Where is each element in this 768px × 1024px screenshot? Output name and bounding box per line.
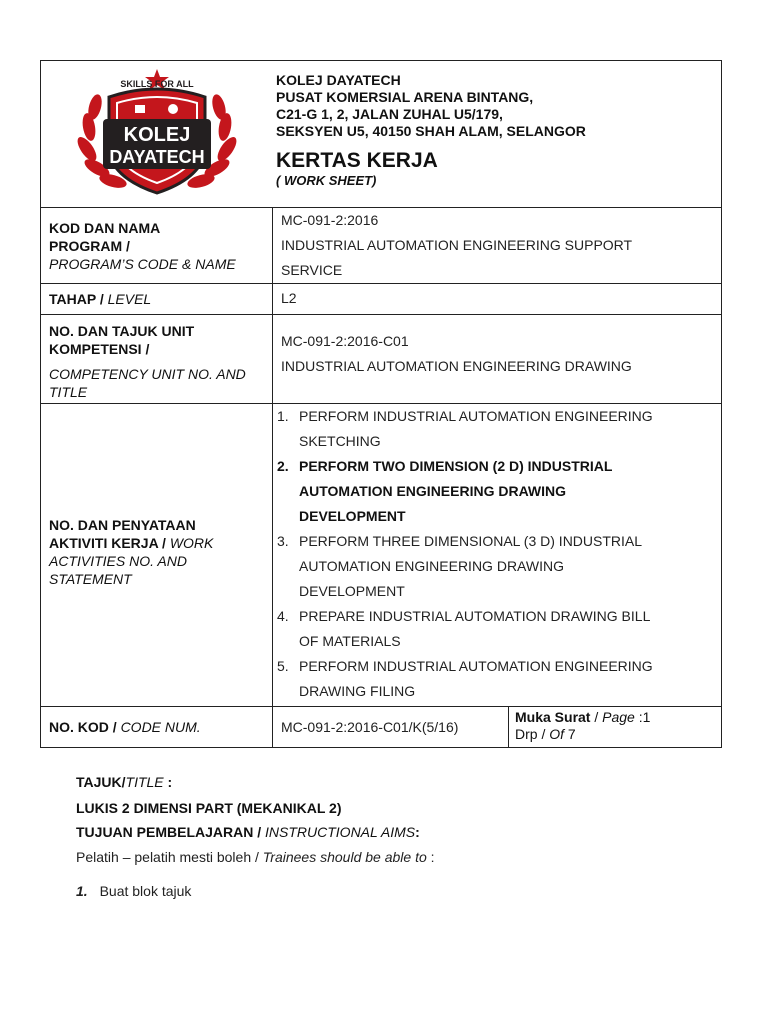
- unit-label-cell: [41, 315, 273, 404]
- code-label-cell: [41, 707, 273, 748]
- program-name: INDUSTRIAL AUTOMATION ENGINEERING SUPPORT: [281, 237, 633, 253]
- aims-label-italic: INSTRUCTIONAL AIMS: [261, 824, 416, 840]
- program-label-bold: PROGRAM /: [49, 238, 130, 254]
- aims-label: TUJUAN PEMBELAJARAN /: [76, 824, 262, 840]
- unit-label-italic: TITLE: [49, 384, 88, 400]
- college-header-cell: [41, 61, 722, 208]
- book-icon: [135, 105, 145, 113]
- college-address-line: PUSAT KOMERSIAL ARENA BINTANG,: [276, 89, 534, 105]
- step-number: 1.: [76, 883, 88, 899]
- unit-code: MC-091-2:2016-C01: [281, 333, 409, 349]
- college-logo: [69, 67, 245, 201]
- activities-list-cell: [273, 404, 722, 707]
- step-text: Buat blok tajuk: [99, 883, 192, 899]
- college-address-line: SEKSYEN U5, 40150 SHAH ALAM, SELANGOR: [276, 123, 586, 139]
- activity-item: 1. PERFORM INDUSTRIAL AUTOMATION ENGINEERING SKETCHING: [277, 408, 653, 449]
- code-value: MC-091-2:2016-C01/K(5/16): [281, 718, 459, 735]
- of-label-italic: Of: [549, 726, 565, 742]
- svg-text:KOLEJ: KOLEJ: [123, 124, 191, 146]
- activities-label-bold: AKTIVITI KERJA /: [49, 535, 166, 551]
- program-name: SERVICE: [281, 262, 343, 278]
- program-value-cell: [273, 208, 722, 284]
- unit-value-cell: [273, 315, 722, 404]
- unit-label-italic: COMPETENCY UNIT NO. AND: [49, 366, 246, 382]
- tajuk-label-italic: TITLE: [125, 774, 164, 790]
- program-code: MC-091-2:2016: [281, 212, 379, 228]
- worksheet-header-table: [40, 60, 722, 748]
- level-label-italic: LEVEL: [107, 291, 152, 307]
- tajuk-line: TAJUK/TITLE :: [76, 774, 173, 790]
- program-label-italic: PROGRAM’S CODE & NAME: [49, 256, 236, 272]
- activities-label-italic: WORK: [169, 535, 214, 551]
- gear-icon: [168, 104, 178, 114]
- activities-label-bold: NO. DAN PENYATAAN: [49, 517, 196, 533]
- activity-item: 4. PREPARE INDUSTRIAL AUTOMATION DRAWING BILL OF MATERIALS: [277, 608, 651, 649]
- document-title: KERTAS KERJA: [276, 149, 438, 172]
- of-label: Drp /: [515, 726, 550, 742]
- level-label-bold: TAHAP /: [49, 291, 104, 307]
- level-label-cell: [41, 284, 273, 315]
- page-number: :1: [634, 709, 651, 725]
- activities-label-cell: [41, 404, 273, 707]
- unit-title: INDUSTRIAL AUTOMATION ENGINEERING DRAWING: [281, 358, 632, 374]
- code-label-italic: CODE NUM.: [120, 719, 201, 735]
- page-number-cell: Muka Surat / Page :1 Drp / Of 7: [509, 707, 722, 748]
- activities-label-italic: ACTIVITIES NO. AND: [49, 553, 187, 569]
- worksheet-title: LUKIS 2 DIMENSI PART (MEKANIKAL 2): [76, 800, 342, 816]
- level-value-cell: [273, 284, 722, 315]
- svg-text:DAYATECH: DAYATECH: [109, 147, 205, 167]
- activity-item: 3. PERFORM THREE DIMENSIONAL (3 D) INDUSTRIAL AUTOMATION ENGINEERING DRAWING DEVELOPMENT: [277, 533, 643, 599]
- program-label-cell: [41, 208, 273, 284]
- program-label-bold: KOD DAN NAMA: [49, 220, 161, 236]
- college-address-line: C21-G 1, 2, JALAN ZUHAL U5/179,: [276, 106, 503, 122]
- code-label-bold: NO. KOD /: [49, 719, 117, 735]
- trainee-line: Pelatih – pelatih mesti boleh / Trainees should be able to :: [76, 849, 435, 865]
- trainee-italic: Trainees should be able to: [262, 849, 427, 865]
- page-total: 7: [564, 726, 576, 742]
- tajuk-label: TAJUK/: [76, 774, 126, 790]
- page-label-italic: Page: [602, 709, 635, 725]
- activities-label-italic: STATEMENT: [49, 571, 132, 587]
- svg-text:SKILLS FOR ALL: SKILLS FOR ALL: [120, 79, 194, 89]
- step-item: [76, 882, 191, 900]
- activity-item: 5. PERFORM INDUSTRIAL AUTOMATION ENGINEERING DRAWING FILING: [277, 658, 653, 699]
- page-label: Muka Surat: [515, 709, 591, 725]
- college-name: KOLEJ DAYATECH: [276, 72, 401, 88]
- activity-item: 2. PERFORM TWO DIMENSION (2 D) INDUSTRIAL AUTOMATION ENGINEERING DRAWING DEVELOPMENT: [277, 458, 613, 524]
- document-subtitle: ( WORK SHEET): [276, 173, 377, 188]
- unit-label-bold: NO. DAN TAJUK UNIT: [49, 323, 195, 339]
- code-value-cell: [273, 707, 509, 748]
- aims-heading: TUJUAN PEMBELAJARAN / INSTRUCTIONAL AIMS:: [76, 824, 420, 840]
- activities-list: [273, 404, 721, 704]
- level-value: L2: [281, 290, 297, 306]
- unit-label-bold: KOMPETENSI /: [49, 341, 150, 357]
